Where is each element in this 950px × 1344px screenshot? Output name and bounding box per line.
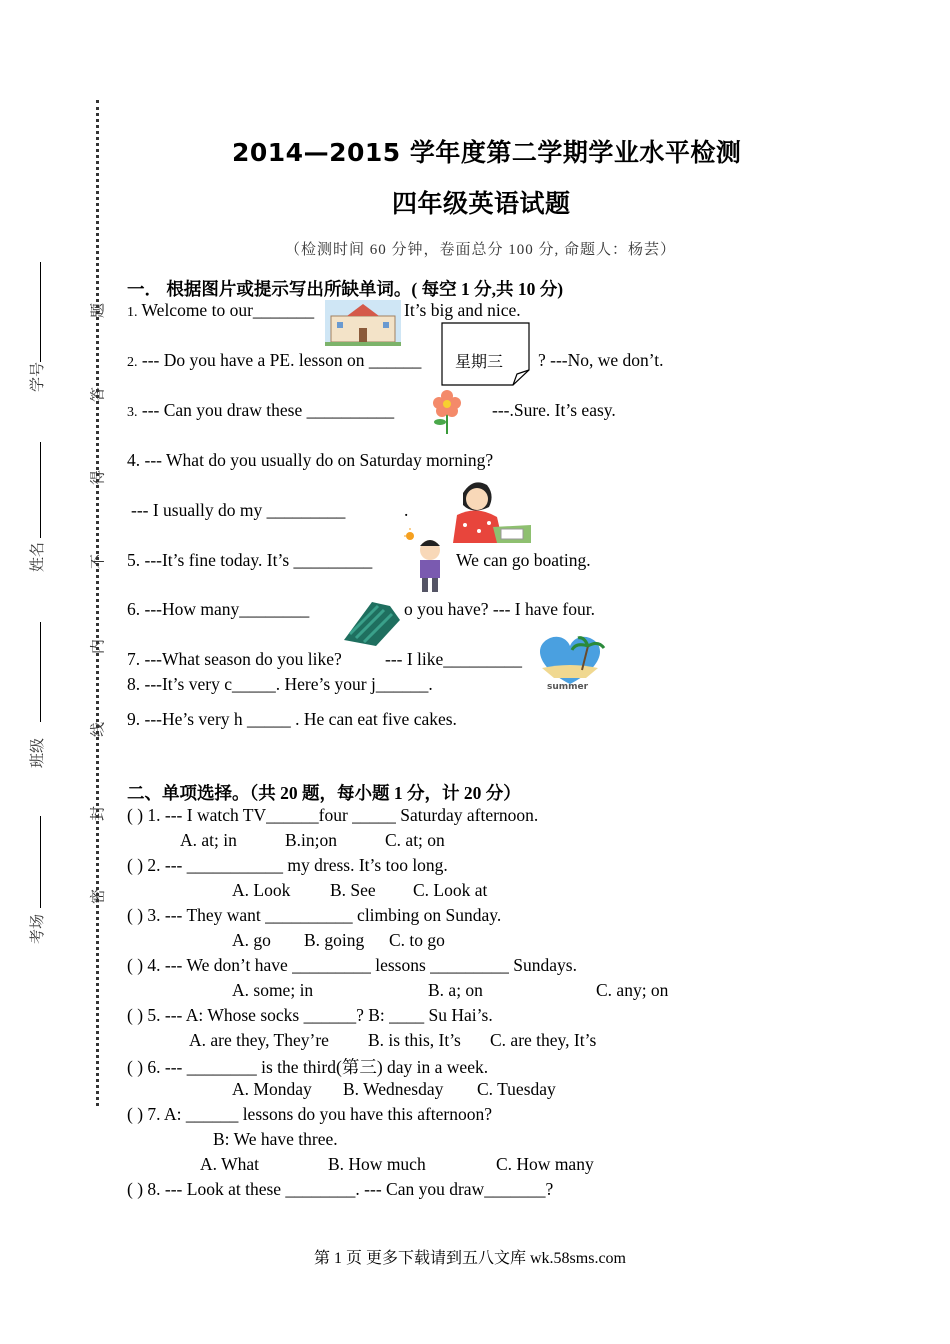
- p2-q7-opt-c: C. How many: [496, 1154, 594, 1174]
- p1-q1-num: 1.: [127, 305, 138, 320]
- p1-q1-text: Welcome to our_______: [137, 300, 315, 320]
- p1-q6: 6. ---How many________: [127, 599, 310, 619]
- student-id-line: [40, 262, 41, 362]
- p1-q3: [127, 400, 394, 421]
- p2-q7-opt-b: B. How much: [328, 1154, 426, 1174]
- binding-dotted-line: [96, 100, 99, 1106]
- p2-q8: ( ) 8. --- Look at these ________. --- Can you draw_______?: [127, 1179, 554, 1199]
- p2-q7-opt-a: A. What: [200, 1154, 259, 1174]
- page-subtitle: 四年级英语试题: [392, 189, 571, 218]
- seal-char-2: 答: [90, 387, 107, 403]
- p2-q2: ( ) 2. --- ___________ my dress. It’s too long.: [127, 855, 448, 875]
- wednesday-card-text: 星期三: [455, 354, 504, 371]
- seal-char-6: 线: [90, 722, 107, 738]
- p1-q3-num: 3.: [127, 405, 138, 420]
- part1-heading: 一． 根据图片或提示写出所缺单词。( 每空 1 分,共 10 分): [127, 279, 564, 299]
- girl-homework-image: [443, 475, 533, 545]
- p2-q4-opt-a: A. some; in: [232, 980, 314, 1000]
- p1-q7: 7. ---What season do you like?: [127, 649, 342, 669]
- sweater-image: [336, 598, 406, 650]
- page-title: 2014—2015 学年度第二学期学业水平检测: [232, 138, 742, 167]
- p1-q4: 4. --- What do you usually do on Saturday morning?: [127, 450, 494, 470]
- page-footer: 第 1 页 更多下载请到五八文库 wk.58sms.com: [314, 1250, 627, 1267]
- p1-q7-end: --- I like_________: [385, 649, 523, 669]
- p1-q9: 9. ---He’s very h _____ . He can eat five cakes.: [127, 709, 457, 729]
- flower-image: [430, 388, 464, 436]
- seal-char-3: 得: [90, 470, 107, 486]
- p2-q1-opt-a: A. at; in: [180, 830, 237, 850]
- p2-q5-opt-a: A. are they, They’re: [189, 1030, 329, 1050]
- p2-q3-opt-b: B. going: [304, 930, 365, 950]
- p2-q4-opt-c: C. any; on: [596, 980, 669, 1000]
- p2-q3-opt-a: A. go: [232, 930, 271, 950]
- p2-q3-opt-c: C. to go: [389, 930, 445, 950]
- p2-q6-opt-b: B. Wednesday: [343, 1079, 444, 1099]
- p1-q5-end: We can go boating.: [456, 550, 591, 570]
- exam-room-line: [40, 816, 41, 908]
- summer-image-caption: summer: [547, 682, 589, 692]
- p1-q5: 5. ---It’s fine today. It’s _________: [127, 550, 373, 570]
- sunny-boy-image: [404, 528, 448, 598]
- p1-q8: 8. ---It’s very c_____. Here’s your j______.: [127, 674, 433, 694]
- p1-q4-period: .: [404, 500, 409, 520]
- seal-char-1: 题: [90, 303, 107, 319]
- p2-q1: ( ) 1. --- I watch TV______four _____ Saturday afternoon.: [127, 805, 539, 825]
- p2-q2-opt-a: A. Look: [232, 880, 291, 900]
- p1-q6-end: o you have? --- I have four.: [404, 599, 595, 619]
- p2-q6-opt-c: C. Tuesday: [477, 1079, 556, 1099]
- p2-q6-opt-a: A. Monday: [232, 1079, 312, 1099]
- p1-q4-answer: --- I usually do my _________: [131, 500, 346, 520]
- p2-q2-opt-c: C. Look at: [413, 880, 488, 900]
- exam-room-label: 考场: [30, 913, 46, 944]
- p2-q3: ( ) 3. --- They want __________ climbing on Sunday.: [127, 905, 502, 925]
- school-image: [325, 300, 401, 346]
- seal-char-8: 密: [90, 889, 107, 905]
- p2-q1-opt-c: C. at; on: [385, 830, 445, 850]
- p2-q4: ( ) 4. --- We don’t have _________ lessons _________ Sundays.: [127, 955, 577, 975]
- p1-q2: [127, 350, 421, 371]
- seal-char-5: 内: [90, 639, 107, 655]
- p1-q3-end: ---.Sure. It’s easy.: [492, 400, 616, 420]
- p2-q5-opt-b: B. is this, It’s: [368, 1030, 461, 1050]
- p2-q6: ( ) 6. --- ________ is the third(第三) day in a week.: [127, 1057, 489, 1077]
- p2-q5-opt-c: C. are they, It’s: [490, 1030, 597, 1050]
- exam-note: （检测时间 60 分钟，卷面总分 100 分, 命题人：杨芸）: [285, 242, 677, 258]
- p2-q7-reply: B: We have three.: [213, 1129, 338, 1149]
- class-label: 班级: [30, 737, 46, 768]
- name-line: [40, 442, 41, 538]
- class-line: [40, 622, 41, 722]
- p1-q1-end: It’s big and nice.: [404, 300, 521, 320]
- p2-q1-opt-b: B.in;on: [285, 830, 338, 850]
- p2-q4-opt-b: B. a; on: [428, 980, 483, 1000]
- p1-q3-text: --- Can you draw these __________: [137, 400, 395, 420]
- p2-q7: ( ) 7. A: ______ lessons do you have this afternoon?: [127, 1104, 493, 1124]
- p1-q1: [127, 300, 314, 321]
- seal-char-4: 不: [90, 554, 107, 570]
- p1-q2-end: ? ---No, we don’t.: [538, 350, 664, 370]
- p2-q5: ( ) 5. --- A: Whose socks ______? B: ____ Su Hai’s.: [127, 1005, 493, 1025]
- student-id-label: 学号: [30, 361, 46, 392]
- p2-q2-opt-b: B. See: [330, 880, 376, 900]
- part2-heading: 二、单项选择。（共 20 题，每小题 1 分，计 20 分）: [127, 783, 521, 803]
- seal-char-7: 封: [90, 806, 107, 822]
- name-label: 姓名: [30, 541, 46, 572]
- p1-q2-text: --- Do you have a PE. lesson on ______: [137, 350, 422, 370]
- p1-q2-num: 2.: [127, 355, 138, 370]
